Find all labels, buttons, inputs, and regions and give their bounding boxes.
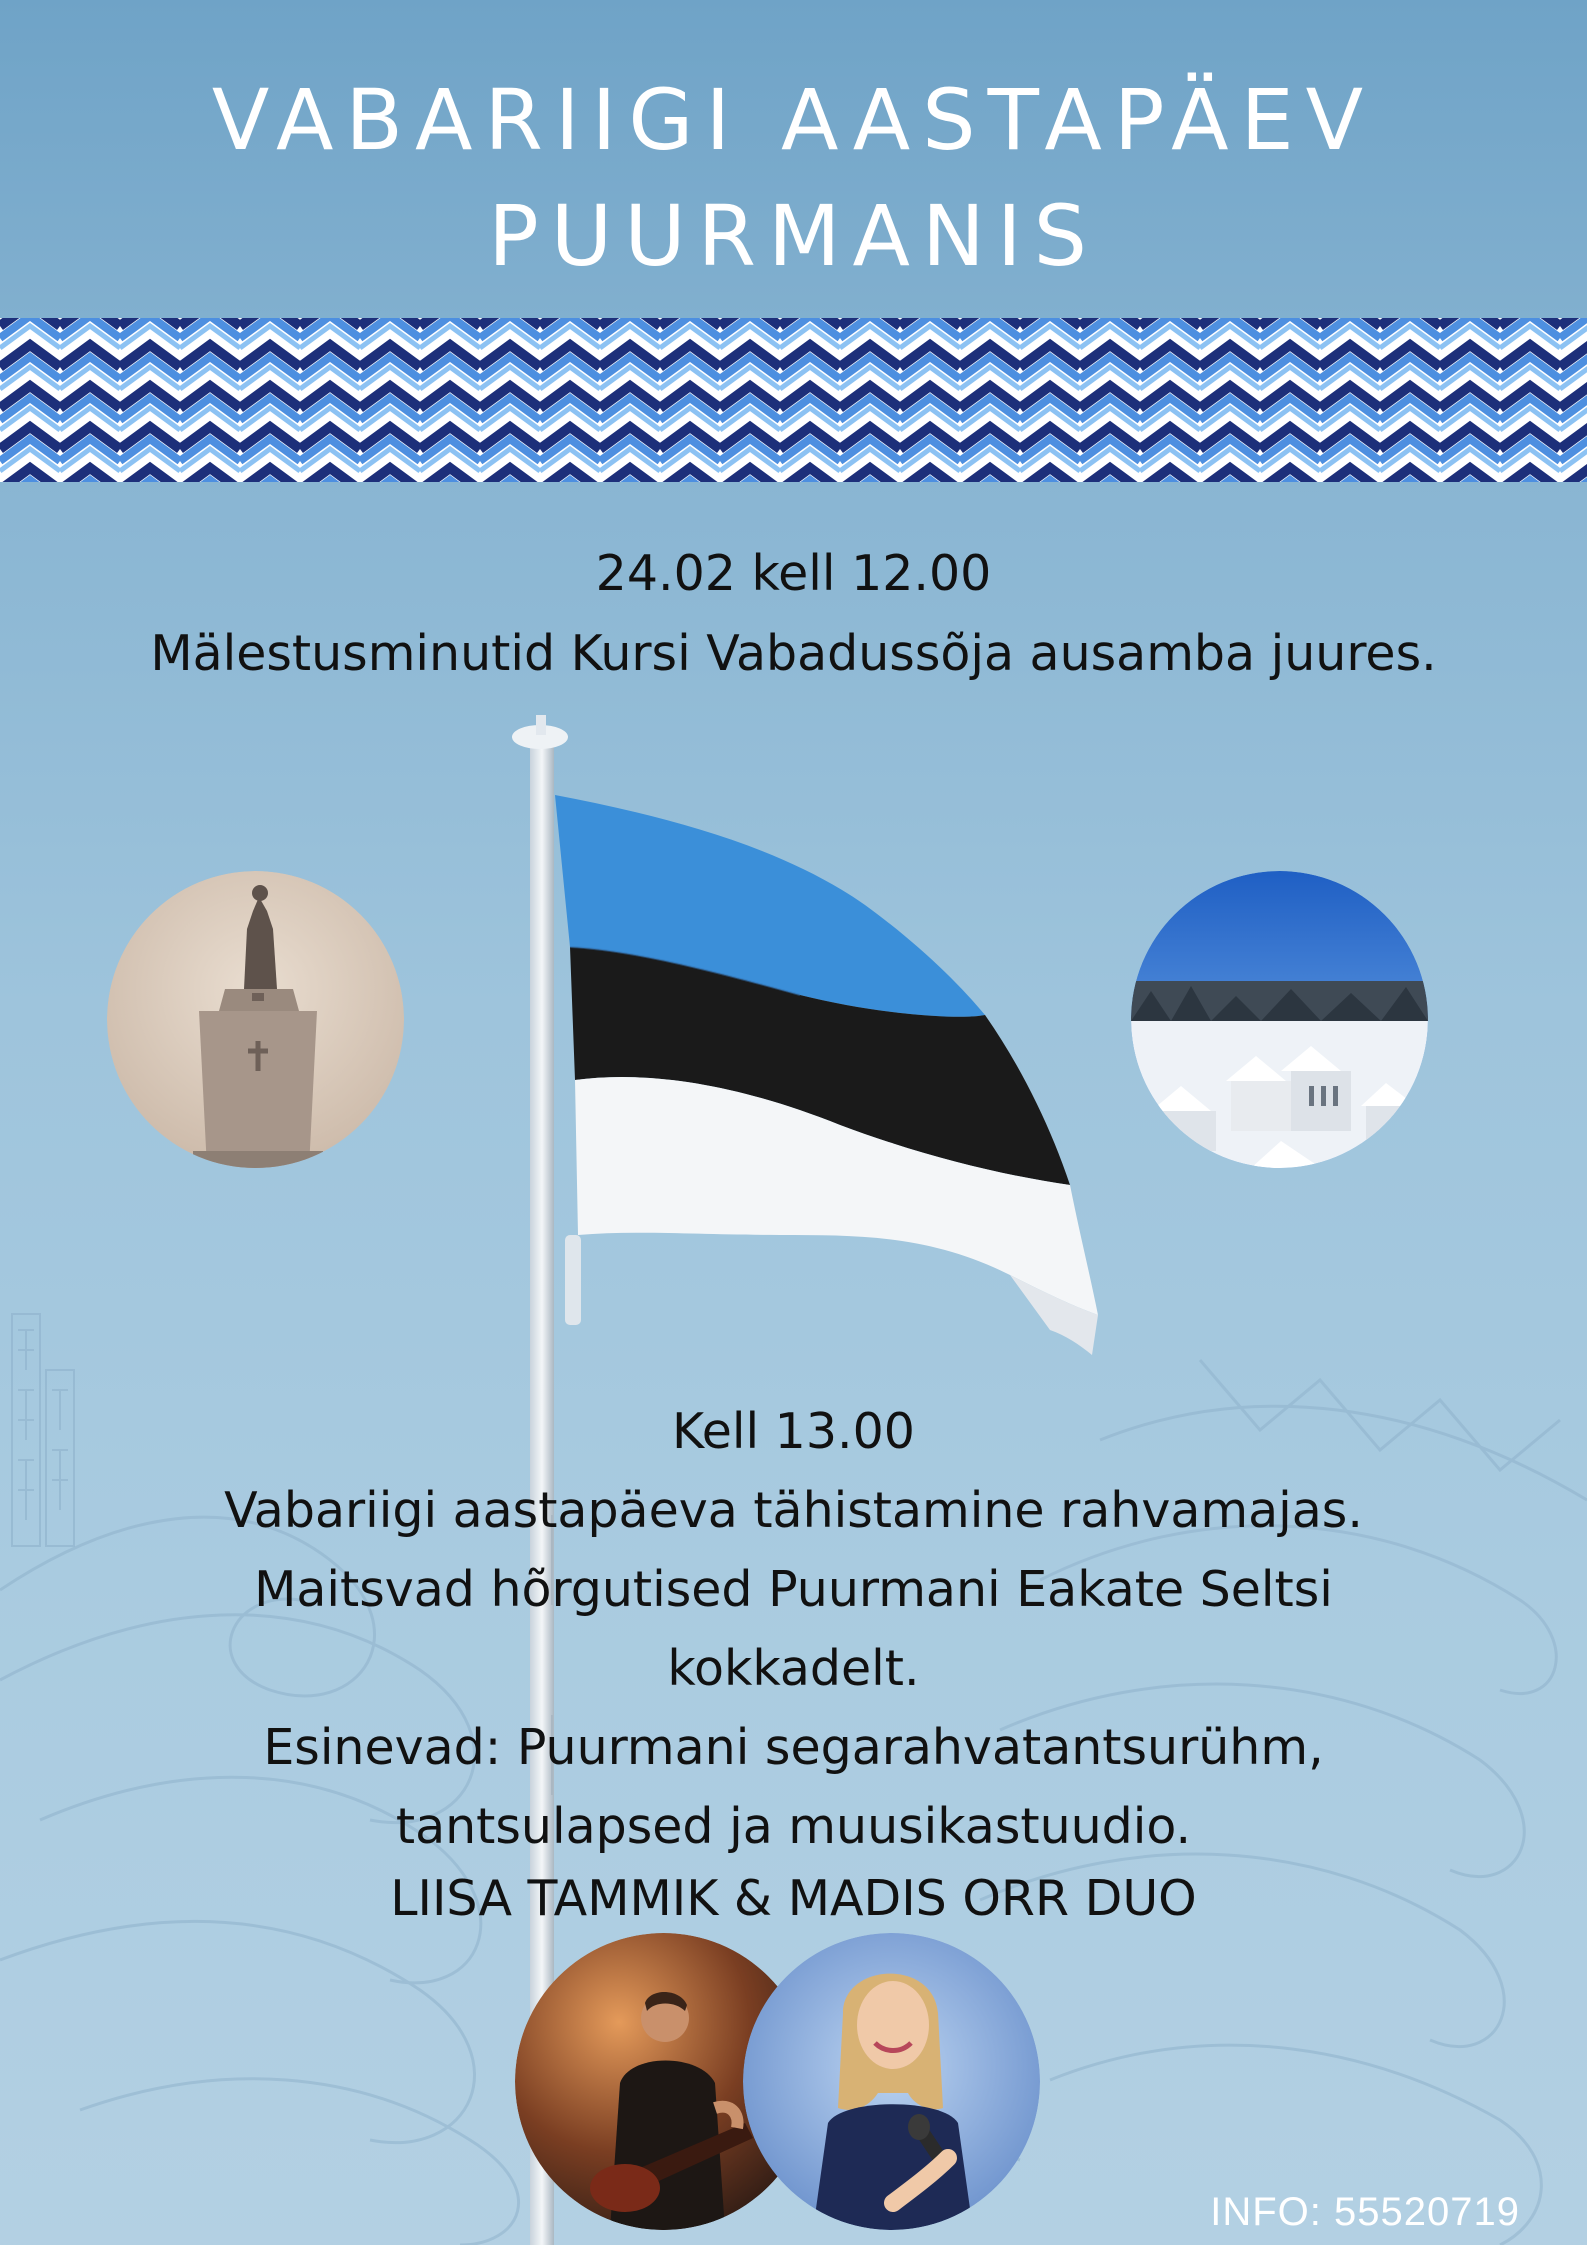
event2-time: Kell 13.00 <box>672 1403 915 1460</box>
zigzag-band <box>0 318 1587 482</box>
info-phone: INFO: 55520719 <box>1210 2190 1520 2234</box>
event2-line-4: Esinevad: Puurmani segarahvatantsurühm, <box>263 1719 1324 1776</box>
event1-description: Mälestusminutid Kursi Vabadussõja ausamba juures. <box>150 625 1437 682</box>
event2-line-5: tantsulapsed ja muusikastuudio. <box>395 1798 1192 1855</box>
singer-photo <box>743 1933 1040 2230</box>
winter-landscape-photo <box>1131 871 1428 1168</box>
event1-time: 24.02 kell 12.00 <box>595 545 992 602</box>
page-title-line-2: PUURMANIS <box>488 187 1099 285</box>
monument-photo <box>107 871 404 1168</box>
event2-line-3: kokkadelt. <box>667 1640 920 1697</box>
event2-line-2: Maitsvad hõrgutised Puurmani Eakate Seltsi <box>254 1561 1333 1618</box>
event2-line-1: Vabariigi aastapäeva tähistamine rahvamajas. <box>224 1482 1363 1539</box>
page-title-line-1: VABARIIGI AASTAPÄEV <box>211 71 1376 169</box>
event2-line-6: LIISA TAMMIK & MADIS ORR DUO <box>390 1870 1197 1927</box>
